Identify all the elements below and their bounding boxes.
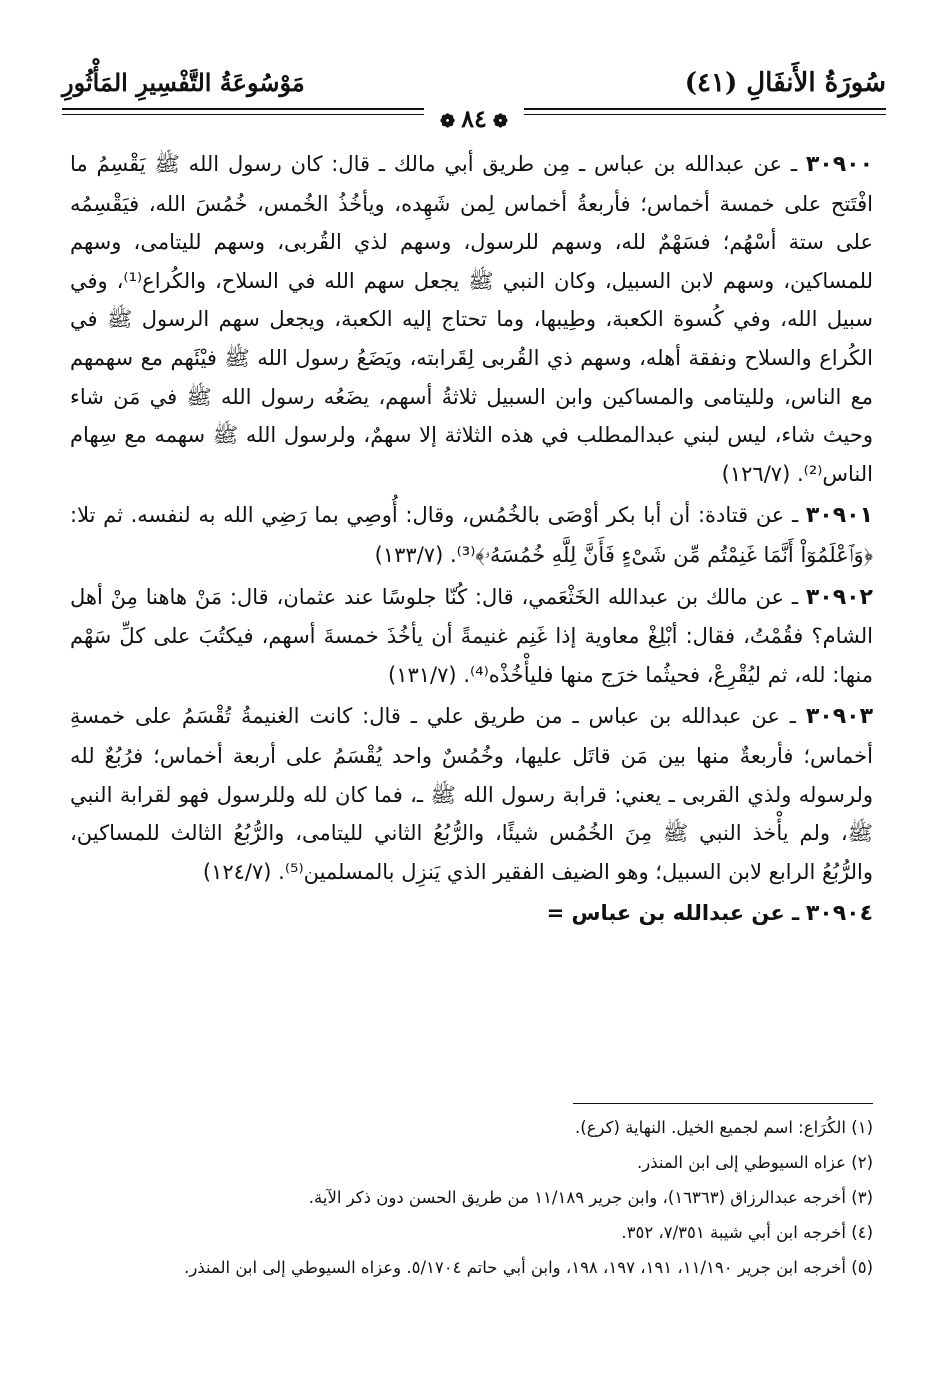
- footnotes: [70, 1103, 873, 1287]
- book-title: مَوْسُوعَةُ التَّفْسِيرِ المَأْثُورِ: [62, 68, 305, 97]
- entry-number: ٣٠٩٠٠: [805, 152, 874, 177]
- entry-reference: (١٢٤/٧): [202, 859, 272, 884]
- entry-text: ـ عن عبدالله بن عباس =: [546, 901, 800, 926]
- main-text: [70, 145, 873, 937]
- page-number: [424, 104, 524, 133]
- entry-reference: (١٣٣/٧): [374, 542, 444, 567]
- entry-text: ـ عن عبدالله بن عباس ـ مِن طريق أبي مالك ـ قال: كان رسول الله ﷺ يَقْسِمُ ما افْتَتح على خمسة أخماس؛ فأربعةُ أخماس لِمن شَهِده، ويأخُذُ الخُمس، خُمُسَ الله، فيَقْسِمُه على ستة أسْهُم؛ فسَهْمٌ لله، وسهم للرسول، وسهم لذي القُربى، وسهم لليتامى، وسهم للمساكين، وسهم لابن السبيل، وكان النبي ﷺ يجعل سهم الله في السلاح، والكُراع⁽¹⁾، وفي سبيل الله، وفي كُسوة الكعبة، وطِيبها، وما تحتاج إليه الكعبة، ويجعل سهم الرسول ﷺ في الكُراع والسلاح ونفقة أهله، وسهم ذي القُربى لِقَرابته، ويَضَعُ رسول الله ﷺ فيْئَهم مع سهمهم مع الناس، ولليتامى والمساكين وابن السبيل ثلاثةُ أسهم، يضَعُه رسول الله ﷺ في مَن شاء وحيث شاء، ليس لبني عبدالمطلب في هذه الثلاثة إلا سهمٌ، ولرسول الله ﷺ سهمه مع سِهام الناس⁽²⁾.: [70, 152, 873, 486]
- hadith-entry: [70, 145, 873, 493]
- entry-reference: (١٢٦/٧): [721, 461, 791, 486]
- footnote: (٢) عزاه السيوطي إلى ابن المنذر.: [637, 1153, 873, 1172]
- hadith-entry: [70, 578, 873, 695]
- footnote: (٣) أخرجه عبدالرزاق (١٦٣٦٣)، وابن جرير ١١/١٨٩ من طريق الحسن دون ذكر الآية.: [308, 1188, 873, 1207]
- entry-number: ٣٠٩٠١: [805, 503, 873, 529]
- entry-number: ٣٠٩٠٣: [805, 704, 873, 730]
- entry-reference: (١٣١/٧): [388, 662, 457, 687]
- footnote: (٤) أخرجه ابن أبي شيبة ٧/٣٥١، ٣٥٢.: [621, 1223, 873, 1242]
- surah-title: سُورَةُ الأَنفَالِ (٤١): [684, 68, 886, 98]
- entry-text: ـ عن عبدالله بن عباس ـ من طريق علي ـ قال: كانت الغنيمةُ تُقْسَمُ على خمسةِ أخماس؛ فأربعةٌ منها بين مَن قاتَل عليها، وخُمُسٌ واحد يُقْسَمُ على أربعة أخماس؛ فرُبُعٌ لله ولرسوله ولذي القربى ـ يعني: قرابة رسول الله ﷺ ـ، فما كان لله وللرسول فهو لقرابة النبي ﷺ، ولم يأْخذ النبي ﷺ مِنَ الخُمُس شيئًا، والرُّبُعُ الثاني لليتامى، والرُّبُعُ الثالث للمساكين، والرُّبُعُ الرابع لابن السبيل؛ وهو الضيف الفقير الذي يَنزِل بالمسلمين⁽⁵⁾.: [70, 704, 873, 884]
- hadith-entry: [70, 894, 873, 934]
- entry-number: ٣٠٩٠٢: [805, 584, 873, 610]
- footnote-divider: [573, 1103, 873, 1104]
- footnote: (٥) أخرجه ابن جرير ١١/١٩٠، ١٩١، ١٩٧، ١٩٨، وابن أبي حاتم ٥/١٧٠٤. وعزاه السيوطي إلى ابن المنذر.: [184, 1258, 873, 1277]
- ornament-icon: ❁: [492, 111, 508, 132]
- page-number-value: ٨٤: [461, 104, 487, 133]
- hadith-entry: [70, 496, 873, 574]
- ornament-icon: ❁: [440, 111, 456, 132]
- entry-number: ٣٠٩٠٤: [805, 901, 873, 927]
- footnote: (١) الكُرَاع: اسم لجميع الخيل. النهاية (كرع).: [575, 1118, 873, 1137]
- entry-text: ـ عن مالك بن عبدالله الخَثْعَمي، قال: كُنّا جلوسًا عند عثمان، قال: مَنْ هاهنا مِنْ أهل الشام؟ فقُمْتُ، فقال: أبْلِغْ معاوية إذا غَنِم غنيمةً أن يأخُذَ خمسةَ أسهم، فيكتُبَ على كلِّ سَهْم منها: لله، ثم ليُقْرِعْ، فحيثُما خرَج منها فليأْخُذْه⁽⁴⁾.: [70, 584, 873, 687]
- entry-text: ـ عن قتادة: أن أبا بكر أوْصَى بالخُمُس، وقال: أُوصِي بما رَضِي الله به لنفسه. ثم تلا: ﴿وَٱعْلَمُوٓاْ أَنَّمَا غَنِمْتُم مِّن شَىْءٍ فَأَنَّ لِلَّهِ خُمُسَهُۥ﴾⁽³⁾.: [70, 503, 873, 567]
- page-header: [62, 60, 886, 133]
- hadith-entry: [70, 697, 873, 891]
